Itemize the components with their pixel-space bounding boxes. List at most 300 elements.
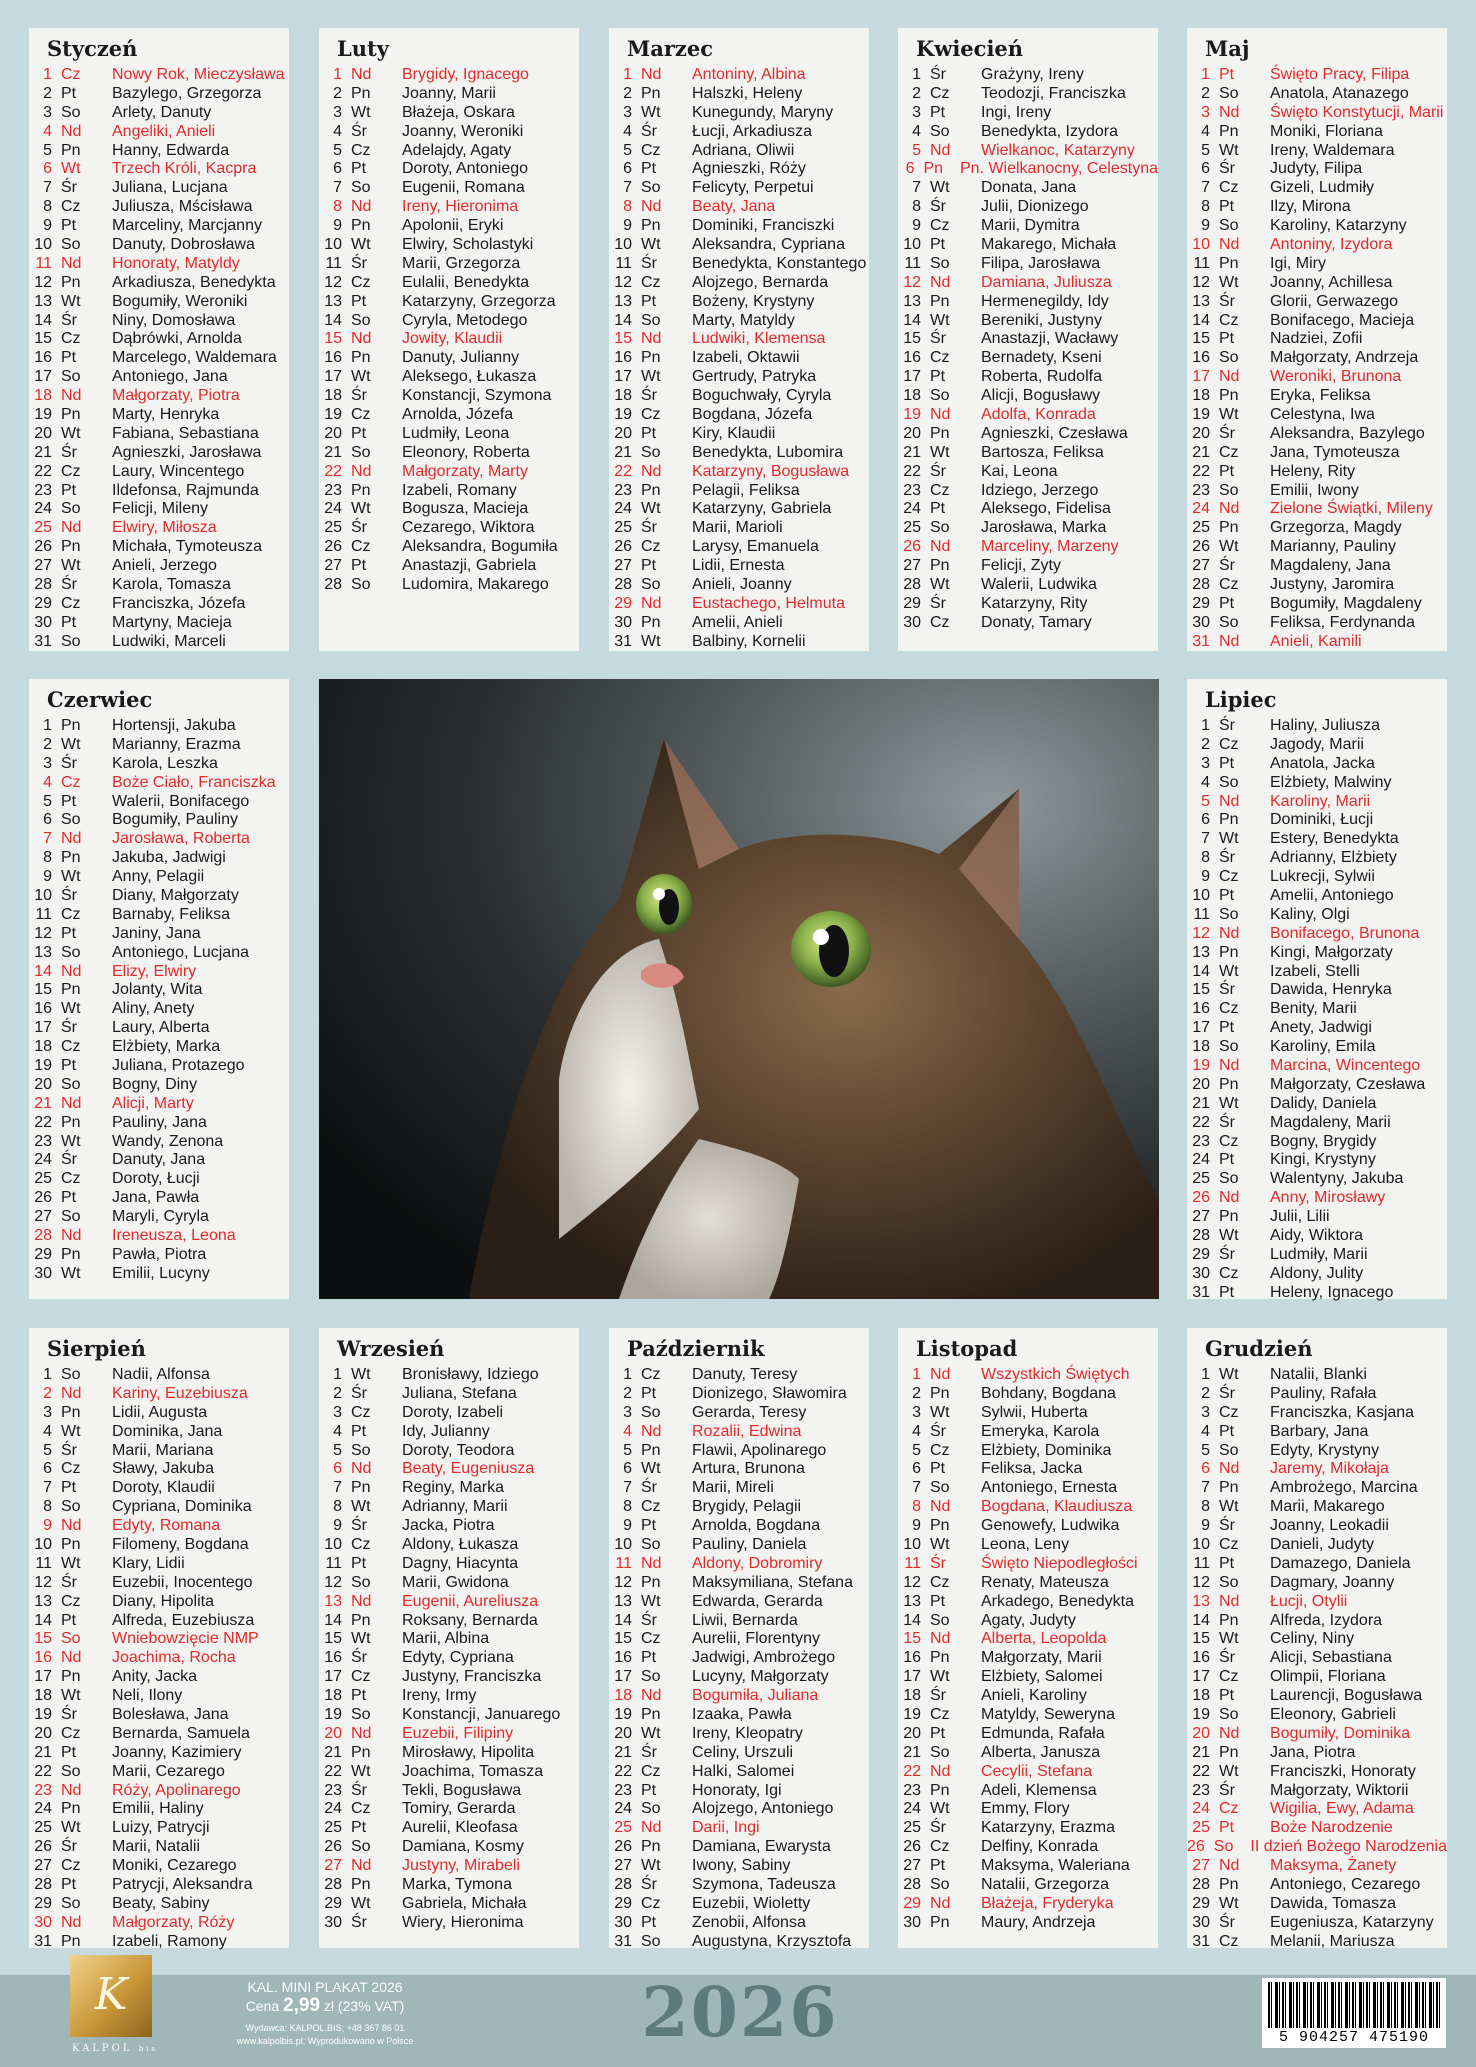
- name-day: Błażeja, Fryderyka: [981, 1894, 1114, 1912]
- day-row: [609, 1819, 869, 1838]
- name-day: Małgorzaty, Róży: [112, 1913, 235, 1931]
- day-number: 23: [1192, 481, 1210, 499]
- day-row: [609, 463, 869, 482]
- name-day: Dagny, Hiacynta: [402, 1554, 519, 1572]
- name-day: Ludwiki, Marceli: [112, 632, 226, 650]
- day-row: [29, 868, 289, 887]
- name-day: Pauliny, Jana: [112, 1113, 207, 1131]
- month-title: Kwiecień: [916, 36, 1024, 61]
- weekday: Pn: [61, 1800, 81, 1818]
- name-day: Luizy, Patrycji: [112, 1819, 210, 1837]
- weekday: Nd: [61, 387, 82, 405]
- weekday: Pn: [641, 1573, 661, 1591]
- day-number: 21: [324, 443, 342, 461]
- weekday: Cz: [641, 1894, 661, 1912]
- day-number: 5: [43, 1441, 52, 1459]
- weekday: Wt: [641, 1724, 661, 1742]
- day-number: 27: [324, 557, 342, 575]
- day-number: 22: [324, 462, 342, 480]
- weekday: Śr: [61, 754, 77, 772]
- weekday: Nd: [641, 330, 662, 348]
- weekday: Pn: [351, 1611, 371, 1629]
- name-day: Jakuba, Jadwigi: [112, 849, 226, 867]
- name-day: Dominiki, Franciszki: [692, 217, 835, 235]
- name-day: Katarzyny, Rity: [981, 594, 1088, 612]
- day-number: 7: [912, 1479, 921, 1497]
- name-day: Anieli, Karoliny: [981, 1687, 1087, 1705]
- day-row: [319, 1914, 579, 1933]
- name-day: Neli, Ilony: [112, 1687, 183, 1705]
- day-row: [609, 406, 869, 425]
- day-number: 5: [623, 1441, 632, 1459]
- name-day: Arlety, Danuty: [112, 103, 212, 121]
- name-day: Karoliny, Katarzyny: [1270, 217, 1407, 235]
- name-day: Weroniki, Brunona: [1270, 368, 1402, 386]
- name-day: Euzebii, Filipiny: [402, 1724, 514, 1742]
- name-day: Marianny, Pauliny: [1270, 538, 1396, 556]
- day-row: [898, 538, 1158, 557]
- name-day: Brygidy, Pelagii: [692, 1498, 802, 1516]
- name-day: Alicji, Bogusławy: [981, 387, 1101, 405]
- day-row: [898, 1895, 1158, 1914]
- weekday: Pn: [930, 1913, 950, 1931]
- day-row: [29, 1366, 289, 1385]
- weekday: Pn: [61, 141, 81, 159]
- name-day: Bronisławy, Idziego: [402, 1366, 539, 1383]
- name-day: Ilzy, Mirona: [1270, 198, 1351, 216]
- month-title: Czerwiec: [47, 687, 153, 712]
- weekday: Pt: [930, 500, 946, 518]
- day-number: 4: [1201, 1422, 1210, 1440]
- weekday: Nd: [930, 1762, 951, 1780]
- weekday: Cz: [61, 198, 81, 216]
- weekday: Pt: [1219, 754, 1235, 772]
- day-row: [319, 123, 579, 142]
- name-day: Bogny, Diny: [112, 1075, 198, 1093]
- weekday: So: [930, 387, 950, 405]
- name-day: Felicyty, Perpetui: [692, 179, 814, 197]
- name-day: Honoraty, Igi: [692, 1781, 782, 1799]
- weekday: Cz: [351, 1403, 371, 1421]
- day-row: [1187, 1555, 1447, 1574]
- day-number: 29: [34, 594, 52, 612]
- day-number: 10: [324, 1536, 342, 1554]
- weekday: So: [930, 519, 950, 537]
- day-number: 2: [912, 1384, 921, 1402]
- day-row: [609, 576, 869, 595]
- day-number: 10: [1192, 887, 1210, 905]
- day-row: [319, 387, 579, 406]
- weekday: Cz: [641, 1498, 661, 1516]
- month-title: Wrzesień: [337, 1336, 445, 1361]
- weekday: So: [61, 632, 81, 650]
- name-day: Ireny, Kleopatry: [692, 1724, 803, 1742]
- weekday: Wt: [641, 1592, 661, 1610]
- day-number: 14: [1192, 1611, 1210, 1629]
- day-row: [609, 160, 869, 179]
- day-number: 23: [34, 1132, 52, 1150]
- day-row: [898, 1593, 1158, 1612]
- day-number: 22: [34, 462, 52, 480]
- weekday: Pn: [61, 273, 81, 291]
- weekday: Cz: [351, 273, 371, 291]
- day-row: [29, 66, 289, 85]
- weekday: Pt: [61, 1611, 77, 1629]
- weekday: Cz: [61, 1460, 81, 1478]
- name-day: Marii, Mariana: [112, 1441, 214, 1459]
- name-day: Walerii, Bonifacego: [112, 792, 250, 810]
- name-day: Boguchwały, Cyryla: [692, 387, 832, 405]
- day-number: 27: [1192, 1208, 1210, 1226]
- weekday: Nd: [641, 66, 662, 83]
- day-number: 13: [614, 292, 632, 310]
- weekday: Wt: [61, 735, 81, 753]
- name-day: Dawida, Henryka: [1270, 981, 1392, 999]
- weekday: So: [61, 1208, 81, 1226]
- day-number: 5: [1201, 1441, 1210, 1459]
- name-day: Elżbiety, Dominika: [981, 1441, 1112, 1459]
- day-row: [29, 463, 289, 482]
- weekday: Pn: [930, 292, 950, 310]
- day-row: [898, 312, 1158, 331]
- weekday: Cz: [61, 1724, 81, 1742]
- weekday: Śr: [641, 519, 657, 537]
- day-row: [1187, 1725, 1447, 1744]
- day-number: 22: [903, 462, 921, 480]
- day-row: [29, 1612, 289, 1631]
- day-row: [1187, 1612, 1447, 1631]
- weekday: Pn: [61, 981, 81, 999]
- name-day: Natalii, Blanki: [1270, 1366, 1367, 1383]
- weekday: So: [61, 1894, 81, 1912]
- day-number: 17: [1192, 1668, 1210, 1686]
- day-number: 8: [43, 1498, 52, 1516]
- day-number: 15: [34, 981, 52, 999]
- name-day: Pauliny, Rafała: [1270, 1384, 1377, 1402]
- day-row: [29, 330, 289, 349]
- day-row: [29, 595, 289, 614]
- weekday: Pn: [61, 538, 81, 556]
- day-number: 14: [1192, 311, 1210, 329]
- weekday: Pn: [1219, 811, 1239, 829]
- day-row: [898, 1876, 1158, 1895]
- weekday: Pt: [1219, 1151, 1235, 1169]
- day-number: 30: [34, 1264, 52, 1282]
- name-day: Bonifacego, Brunona: [1270, 924, 1420, 942]
- name-day: Antoniego, Cezarego: [1270, 1876, 1421, 1894]
- day-row: [609, 1706, 869, 1725]
- name-day: Rozalii, Edwina: [692, 1422, 802, 1440]
- name-day: Kunegundy, Maryny: [692, 103, 834, 121]
- name-day: Darii, Ingi: [692, 1819, 760, 1837]
- day-number: 15: [903, 330, 921, 348]
- weekday: Pn: [641, 1706, 661, 1724]
- weekday: So: [351, 1573, 371, 1591]
- day-number: 16: [1192, 1649, 1210, 1667]
- name-day: Kariny, Euzebiusza: [112, 1384, 248, 1402]
- weekday: Pn: [61, 717, 81, 734]
- day-number: 25: [34, 1819, 52, 1837]
- day-number: 18: [903, 1687, 921, 1705]
- day-number: 16: [34, 349, 52, 367]
- name-day: Arkadego, Benedykta: [981, 1592, 1134, 1610]
- day-number: 1: [333, 1366, 342, 1383]
- name-day: Ireny, Irmy: [402, 1687, 477, 1705]
- name-day: Jacka, Piotra: [402, 1517, 495, 1535]
- name-day: Emilii, Haliny: [112, 1800, 204, 1818]
- day-number: 30: [34, 1913, 52, 1931]
- month-july: [1187, 679, 1447, 1299]
- day-number: 20: [34, 1075, 52, 1093]
- day-row: [609, 557, 869, 576]
- name-day: Igi, Miry: [1270, 254, 1326, 272]
- name-day: Lucyny, Małgorzaty: [692, 1668, 829, 1686]
- day-number: 12: [324, 273, 342, 291]
- day-number: 24: [34, 1800, 52, 1818]
- day-number: 29: [34, 1894, 52, 1912]
- weekday: Pn: [923, 160, 944, 178]
- day-number: 10: [614, 236, 632, 254]
- weekday: Wt: [930, 443, 950, 461]
- day-number: 23: [34, 481, 52, 499]
- day-row: [29, 236, 289, 255]
- day-number: 17: [34, 1668, 52, 1686]
- name-day: Benedykta, Konstantego: [692, 254, 867, 272]
- day-number: 12: [903, 273, 921, 291]
- day-row: [898, 444, 1158, 463]
- name-day: Wandy, Zenona: [112, 1132, 224, 1150]
- name-day: Bożeny, Krystyny: [692, 292, 815, 310]
- day-number: 26: [34, 1189, 52, 1207]
- day-row: [1187, 1265, 1447, 1284]
- name-day: Estery, Benedykta: [1270, 830, 1399, 848]
- day-row: [609, 1574, 869, 1593]
- day-row: [29, 906, 289, 925]
- name-day: Bogdana, Klaudiusza: [981, 1498, 1133, 1516]
- name-day: Celiny, Niny: [1270, 1630, 1355, 1648]
- name-day: Emilii, Lucyny: [112, 1264, 210, 1282]
- day-row: [1187, 160, 1447, 179]
- name-day: Jadwigi, Ambrożego: [692, 1649, 836, 1667]
- weekday: Pt: [1219, 1283, 1235, 1301]
- name-day: Emilii, Iwony: [1270, 481, 1359, 499]
- weekday: Pt: [930, 103, 946, 121]
- weekday: Wt: [61, 1132, 81, 1150]
- day-row: [609, 1555, 869, 1574]
- day-row: [29, 1460, 289, 1479]
- name-day: Aurelii, Florentyny: [692, 1630, 821, 1648]
- name-day: Emmy, Flory: [981, 1800, 1070, 1818]
- day-row: [898, 1744, 1158, 1763]
- day-row: [898, 255, 1158, 274]
- name-day: Aleksandra, Bogumiła: [402, 538, 558, 556]
- weekday: Pt: [1219, 594, 1235, 612]
- weekday: Śr: [1219, 424, 1235, 442]
- day-number: 8: [912, 198, 921, 216]
- name-day: Tekli, Bogusława: [402, 1781, 522, 1799]
- day-number: 19: [903, 1706, 921, 1724]
- weekday: Wt: [61, 868, 81, 886]
- name-day: Genowefy, Ludwika: [981, 1517, 1120, 1535]
- day-row: [609, 1800, 869, 1819]
- day-number: 2: [623, 1384, 632, 1402]
- day-number: 21: [614, 443, 632, 461]
- day-number: 8: [333, 198, 342, 216]
- day-number: 15: [1192, 1630, 1210, 1648]
- weekday: So: [61, 368, 81, 386]
- day-row: [29, 1133, 289, 1152]
- weekday: Pn: [61, 1113, 81, 1131]
- weekday: Cz: [1219, 179, 1239, 197]
- name-day: Lukrecji, Sylwii: [1270, 868, 1375, 886]
- day-row: [29, 538, 289, 557]
- day-row: [1187, 1876, 1447, 1895]
- weekday: So: [61, 943, 81, 961]
- day-row: [319, 198, 579, 217]
- weekday: Nd: [930, 538, 951, 556]
- price-line: Cena 2,99 zł (23% VAT): [245, 1995, 405, 2016]
- day-row: [29, 1517, 289, 1536]
- day-row: [609, 312, 869, 331]
- name-day: Alojzego, Antoniego: [692, 1800, 834, 1818]
- name-day: Eugeniusza, Katarzyny: [1270, 1913, 1434, 1931]
- weekday: Pn: [930, 1649, 950, 1667]
- day-row: [29, 717, 289, 736]
- day-row: [1187, 1838, 1447, 1857]
- name-day: Laury, Wincentego: [112, 462, 245, 480]
- name-day: Bogny, Brygidy: [1270, 1132, 1377, 1150]
- name-day: Antoniny, Izydora: [1270, 236, 1393, 254]
- day-row: [609, 387, 869, 406]
- day-number: 16: [34, 1000, 52, 1018]
- name-day: Anity, Jacka: [112, 1668, 198, 1686]
- day-row: [29, 1227, 289, 1246]
- weekday: Pn: [641, 613, 661, 631]
- weekday: Śr: [641, 387, 657, 405]
- name-day: Anieli, Jerzego: [112, 557, 217, 575]
- name-day: Elwiry, Scholastyki: [402, 236, 534, 254]
- name-day: Jarosława, Roberta: [112, 830, 250, 848]
- day-row: [1187, 887, 1447, 906]
- day-row: [898, 1612, 1158, 1631]
- day-number: 13: [614, 1592, 632, 1610]
- name-day: Marceliny, Marcjanny: [112, 217, 262, 235]
- weekday: So: [351, 576, 371, 594]
- weekday: Śr: [1219, 1781, 1235, 1799]
- weekday: Nd: [61, 1649, 82, 1667]
- weekday: Pn: [1219, 1479, 1239, 1497]
- cat-photo: [319, 679, 1159, 1299]
- day-number: 11: [615, 1554, 632, 1572]
- day-number: 12: [34, 1573, 52, 1591]
- weekday: Nd: [641, 198, 662, 216]
- name-day: Karola, Leszka: [112, 754, 218, 772]
- name-day: Roberta, Rudolfa: [981, 368, 1102, 386]
- day-row: [609, 1687, 869, 1706]
- name-day: Idy, Julianny: [402, 1422, 490, 1440]
- weekday: Nd: [1219, 236, 1240, 254]
- name-day: Ambrożego, Marcina: [1270, 1479, 1418, 1497]
- weekday: Śr: [351, 519, 367, 537]
- day-row: [29, 830, 289, 849]
- day-number: 21: [34, 1743, 52, 1761]
- name-day: Gertrudy, Patryka: [692, 368, 817, 386]
- weekday: Wt: [641, 236, 661, 254]
- day-number: 2: [1201, 1384, 1210, 1402]
- name-day: Jolanty, Wita: [112, 981, 203, 999]
- day-number: 7: [333, 1479, 342, 1497]
- day-number: 17: [324, 1668, 342, 1686]
- day-number: 21: [1192, 1094, 1210, 1112]
- day-row: [29, 1057, 289, 1076]
- weekday: Nd: [1219, 1189, 1240, 1207]
- day-row: [319, 1385, 579, 1404]
- day-row: [29, 1668, 289, 1687]
- weekday: Cz: [1219, 1668, 1239, 1686]
- day-number: 1: [623, 66, 632, 83]
- day-number: 13: [1192, 292, 1210, 310]
- name-day: Eulalii, Benedykta: [402, 273, 530, 291]
- day-row: [319, 1536, 579, 1555]
- day-row: [1187, 1019, 1447, 1038]
- weekday: Cz: [61, 330, 81, 348]
- day-number: 17: [34, 1019, 52, 1037]
- weekday: Śr: [641, 1479, 657, 1497]
- day-number: 25: [324, 1819, 342, 1837]
- weekday: Pn: [1219, 1743, 1239, 1761]
- name-day: Patrycji, Aleksandra: [112, 1876, 253, 1894]
- day-row: [898, 1706, 1158, 1725]
- day-row: [898, 142, 1158, 161]
- day-row: [1187, 633, 1447, 652]
- day-number: 15: [34, 330, 52, 348]
- day-number: 9: [333, 217, 342, 235]
- name-day: Filomeny, Bogdana: [112, 1536, 249, 1554]
- day-row: [609, 1838, 869, 1857]
- day-number: 31: [1192, 632, 1210, 650]
- day-row: [29, 444, 289, 463]
- day-number: 20: [324, 424, 342, 442]
- day-number: 20: [1192, 1724, 1210, 1742]
- weekday: Pt: [61, 613, 77, 631]
- name-day: Matyldy, Seweryna: [981, 1706, 1115, 1724]
- day-row: [319, 85, 579, 104]
- name-day: Cezarego, Wiktora: [402, 519, 535, 537]
- weekday: Cz: [930, 613, 950, 631]
- name-day: Izabeli, Romany: [402, 481, 517, 499]
- name-day: Moniki, Floriana: [1270, 122, 1383, 140]
- weekday: Wt: [930, 1403, 950, 1421]
- name-day: Filipa, Jarosława: [981, 254, 1101, 272]
- weekday: Pt: [351, 160, 367, 178]
- name-day: Kingi, Małgorzaty: [1270, 943, 1393, 961]
- weekday: Wt: [351, 236, 371, 254]
- day-number: 4: [912, 122, 921, 140]
- weekday: Cz: [1219, 1800, 1239, 1818]
- name-day: Ludmiły, Leona: [402, 424, 510, 442]
- name-day: Amelii, Anieli: [692, 613, 783, 631]
- day-number: 24: [614, 1800, 632, 1818]
- day-number: 7: [43, 179, 52, 197]
- day-row: [898, 576, 1158, 595]
- weekday: Pn: [930, 1517, 950, 1535]
- day-row: [898, 1725, 1158, 1744]
- weekday: Wt: [641, 632, 661, 650]
- weekday: Nd: [351, 1592, 372, 1610]
- day-row: [1187, 274, 1447, 293]
- month-title: Sierpień: [47, 1336, 146, 1361]
- name-day: Joachima, Rocha: [112, 1649, 236, 1667]
